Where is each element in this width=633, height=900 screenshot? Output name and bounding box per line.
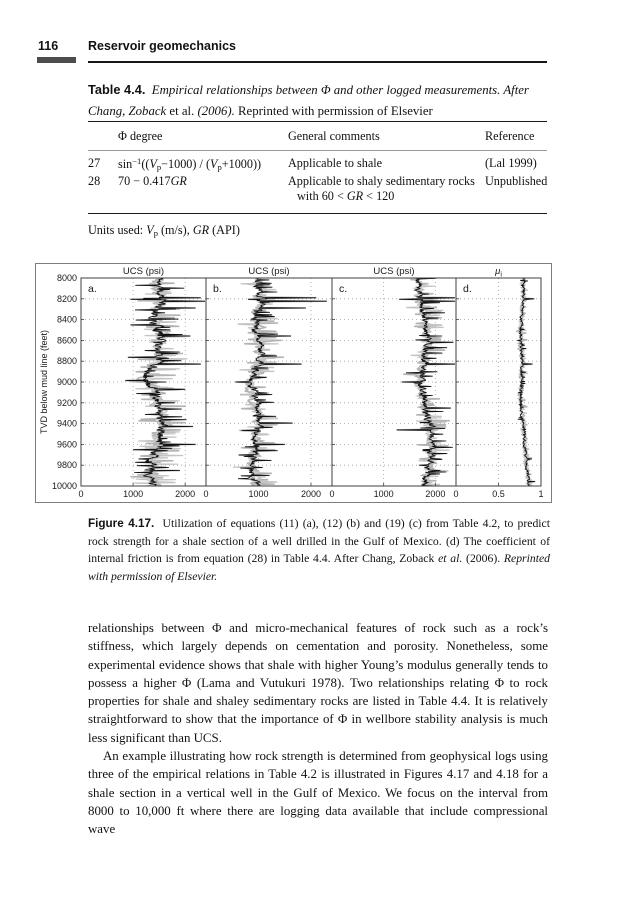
y-tick-label: 8000 [56,273,77,283]
panel-d [453,266,543,499]
x-tick-label: 2000 [175,489,196,499]
paragraph: relationships between Φ and micro-mechanical features of rock such as a rock’s stiffness, which largely depends on cementation and porosity. Nonetheless, some experimental evidence shows that shale with higher Young’s modulus generally tends to possess a higher Φ (Lama and Vutukuri 1978). Two relationships relating Φ to rock properties for shale and shaley sedimentary rocks are listed in Table 4.4. It is relatively straightforward to show that the importance of Φ in wellbore stability analysis is much less significant than UCS. [88,621,548,745]
panel-border [332,278,456,486]
table-header-row [88,122,547,150]
table-4-4 [88,121,547,238]
x-tick-label: 1 [538,489,544,499]
x-tick-label: 0 [78,489,84,499]
row-reference: (Lal 1999) [485,156,537,170]
panel-border [206,278,332,486]
table-bottom-rule [88,213,547,214]
y-tick-label: 9400 [56,418,77,429]
x-tick-label: 0.5 [492,489,505,499]
row-number: 28 [88,173,101,188]
x-tick-label: 2000 [300,489,322,499]
row-formula: 70 − 0.417GR [118,173,187,188]
table-row [88,155,547,173]
y-tick-label: 9600 [56,439,77,450]
x-tick-label: 1000 [248,489,269,499]
panel-label: c. [339,283,348,295]
table-units-note: Units used: Vp (m/s), GR (API) [88,222,240,239]
page-number-bar [37,57,76,63]
x-tick-label: 0 [329,489,335,499]
x-tick-label: 0 [203,489,209,499]
row-comment-line1: Applicable to shaly sedimentary rocks [288,173,475,188]
header-rule [88,61,547,63]
panel-label: a. [88,283,97,295]
row-formula: $\sin^{-1}((Vp-1000) / (Vp+1000))$ [118,156,262,172]
panel-label: d. [463,283,472,295]
panel-c [329,266,459,499]
row-comment-line2: with 60 < GR < 120 [297,188,395,203]
y-tick-label: 8800 [56,356,77,367]
panel-label: b. [213,283,222,295]
paragraph: An example illustrating how rock strength is determined from geophysical logs using three of the empirical relations in Table 4.2 is illustrated in Figures 4.17 and 4.18 for a shale section in a vertical well in the Gulf of Mexico. We focus on the interval from 8000 to 10,000 ft where there are logging data available that include compressional wave [88,749,548,837]
y-tick-label: 8200 [56,293,77,304]
table-header-general-comments: General comments [288,129,380,143]
x-tick-label: 1000 [123,489,144,499]
row-number: 27 [88,156,101,170]
x-tick-label: 1000 [373,489,394,499]
table-body [88,151,547,213]
log-trace [397,278,455,486]
row-comment: Applicable to shale [288,156,383,170]
y-tick-label: 9800 [56,460,77,471]
page-number: 116 [38,39,59,53]
panel-title: UCS (psi) [373,266,415,277]
x-tick-label: 0 [453,489,459,499]
table-header-empty [88,122,118,150]
panel-title: $\mu_i$ [495,266,502,279]
figure-4-17 [35,263,552,503]
figure-chart [36,264,551,502]
table-row [88,173,547,205]
y-tick-label: 10000 [51,481,77,491]
figure-caption: Figure 4.17. Utilization of equations (11) (a), (12) (b) and (19) (c) from Table 4.2, to predict rock strength for a shale section of a well drilled in the Gulf of Mexico. (d) The coefficient of internal friction is from equation (28) in Table 4.4. After Chang, Zoback et al. (2006). Reprinted with permission of Elsevier. [88,517,550,584]
table-header-phi-degree: Φ degree [118,129,163,143]
body-text [88,619,548,839]
y-tick-label: 9200 [56,397,77,408]
table-header-reference: Reference [485,129,535,143]
row-comment [288,173,485,205]
y-tick-label: 9000 [56,377,77,387]
panel-title: UCS (psi) [122,266,165,277]
y-tick-label: 8400 [56,314,77,325]
y-tick-label: 8600 [56,335,77,346]
y-axis-title: TVD below mud line (feet) [39,329,49,435]
table-caption: Table 4.4. Empirical relationships between Φ and other logged measurements. After Chang, Zoback et al. (2006). Reprinted with permission of Elsevier [88,82,529,118]
panel-title: UCS (psi) [248,266,290,277]
row-reference: Unpublished [485,173,548,188]
running-head: Reservoir geomechanics [88,39,236,53]
panel-a [78,266,209,499]
panel-b [203,266,335,499]
x-tick-label: 2000 [425,489,446,499]
